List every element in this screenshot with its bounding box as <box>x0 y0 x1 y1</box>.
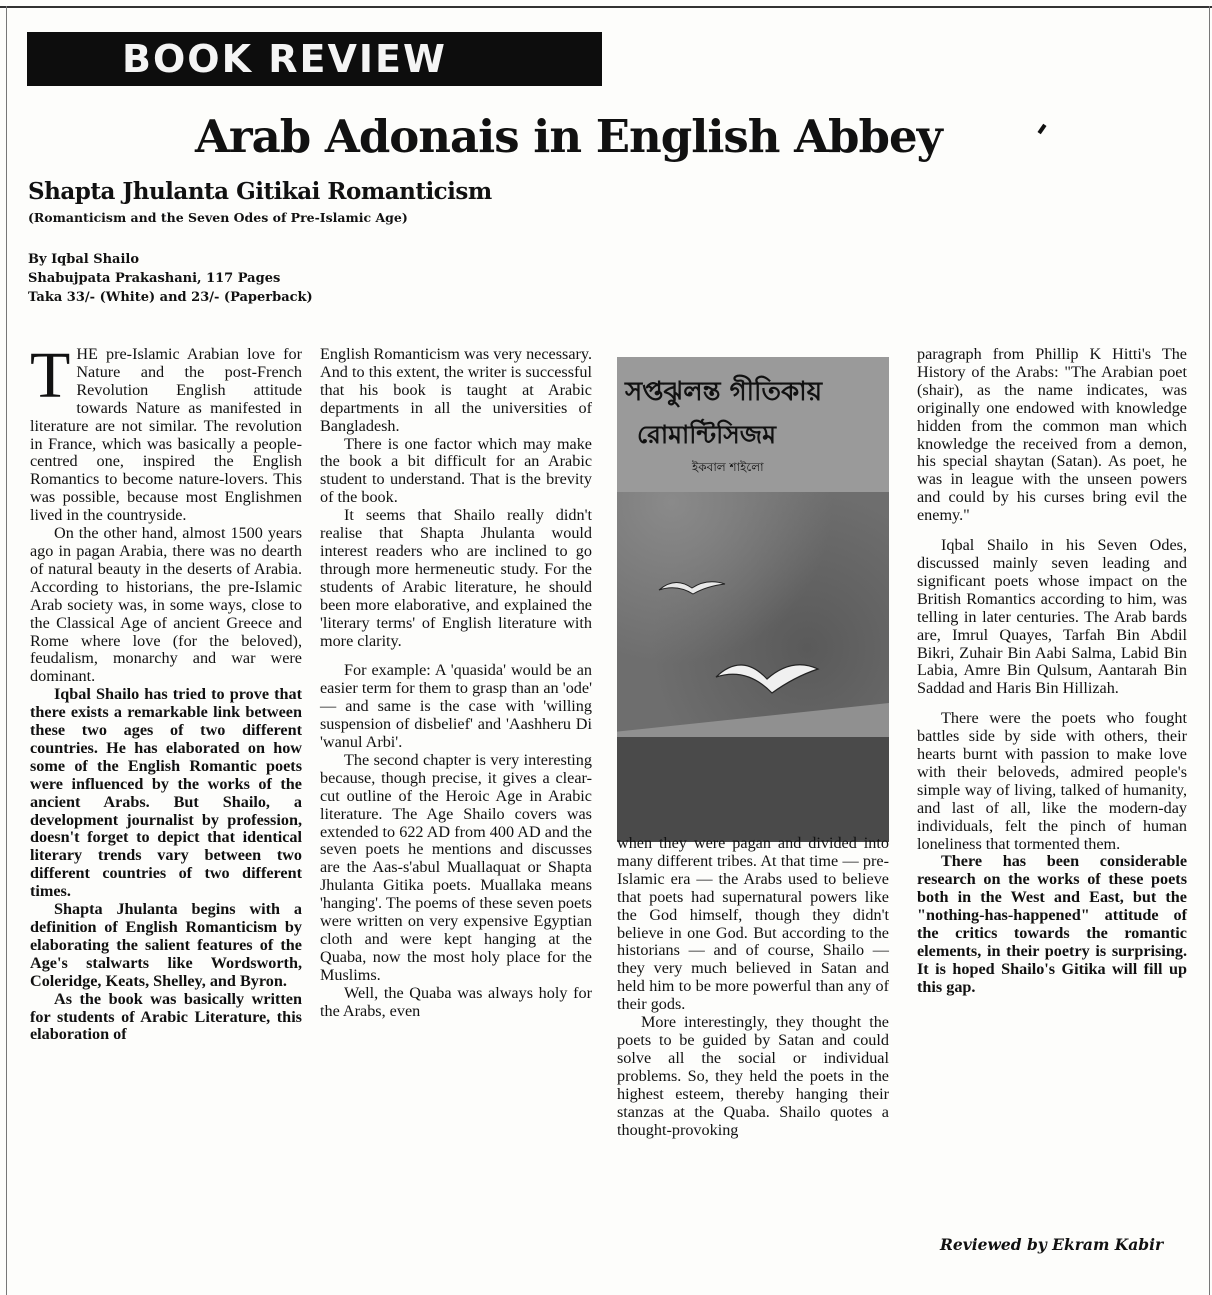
column-2 <box>320 346 592 1021</box>
paragraph: As the book was basically written for students of Arabic Literature, this elaboration of <box>30 989 302 1044</box>
book-publisher: Shabujpata Prakashani, 117 Pages <box>28 271 281 286</box>
paragraph: THE pre-Islamic Arabian love for Nature and the post-French Revolution English attitude towards Nature as manifested in literature are not similar. The revolution in France, which was basically a people-centred one, inspired the English Romantics to become nature-lovers. This was possible, because most Englishmen lived in the countryside. <box>30 339 302 525</box>
book-subtitle: (Romanticism and the Seven Odes of Pre-Islamic Age) <box>28 210 408 225</box>
cover-author: ইকবাল শাইলো <box>692 460 764 474</box>
cover-sea <box>617 737 889 842</box>
paragraph: Iqbal Shailo has tried to prove that there exists a remarkable link between these two ages of two different countries. He has elaborated on how some of the English Romantic poets were influenced by the works of the ancient Arabs. But Shailo, a development journalist by profession, doesn't forget to depict that identical literary trends vary between two different countries of two different times. <box>30 685 302 901</box>
book-cover-image <box>617 357 889 842</box>
paragraph: paragraph from Phillip K Hitti's The History of the Arabs: "The Arabian poet (shair), as the name indicates, was originally one endowed with knowledge hidden from the common man which knowledge the received from a demon, his special shaytan (Satan). As poet, he was in league with the unseen powers and could by his curses bring evil the enemy." <box>917 345 1187 525</box>
column-3 <box>617 835 889 1139</box>
book-title: Shapta Jhulanta Gitikai Romanticism <box>28 178 492 205</box>
paragraph: It seems that Shailo really didn't realise that Shapta Jhulanta would interest readers who are inclined to go through more hermeneutic study. For the students of Arabic literature, he should been more elaborative, and explained the 'literary terms' of English literature with more clarity. <box>320 506 592 650</box>
apostrophe-mark <box>1037 124 1046 134</box>
column-4 <box>917 346 1187 997</box>
left-rule <box>6 6 7 1295</box>
paragraph: More interestingly, they thought the poets to be guided by Satan and could solve all the social or individual problems. So, they held the poets in the highest esteem, thereby hanging their stanzas at the Quaba. Shailo quotes a thought-provoking <box>617 1013 889 1139</box>
book-price: Taka 33/- (White) and 23/- (Paperback) <box>28 290 313 305</box>
paragraph: There has been considerable research on the works of these poets both in the West and East, but the "nothing-has-happened" attitude of the critics towards the romantic elements, in their poetry is surprising. It is hoped Shailo's Gitika will fill up this gap. <box>917 852 1187 996</box>
book-author: By Iqbal Shailo <box>28 252 140 267</box>
paragraph: On the other hand, almost 1500 years ago in pagan Arabia, there was no dearth of natural beauty in the deserts of Arabia. According to historians, the pre-Islamic Arab society was, in some ways, close to the Classical Age of ancient Greece and Rome where love (for the beloved), feudalism, monarchy and war were dominant. <box>30 524 302 686</box>
paragraph: Well, the Quaba was always holy for the Arabs, even <box>320 983 592 1020</box>
paragraph: Iqbal Shailo in his Seven Odes, discussed mainly seven leading and significant poets whose impact on the British Romantics according to him, was telling in later centuries. The Arab bards are, Imrul Quayes, Tarfah Bin Abdil Bikri, Zuhair Bin Aabi Salma, Labid Bin Labia, Amre Bin Qulsum, Aantarah Bin Saddad and Haris Bin Hillizah. <box>917 536 1187 698</box>
paragraph: There were the poets who fought battles side by side with others, their hearts burnt with passion to make love with their beloveds, admired people's simple way of living, talked of humanity, and last of all, like the modern-day individuals, felt the pinch of human loneliness that tormented them. <box>917 709 1187 853</box>
headline: Arab Adonais in English Abbey <box>195 110 942 163</box>
seagull-icon <box>712 647 822 707</box>
reviewer-credit: Reviewed by Ekram Kabir <box>940 1235 1164 1254</box>
column-1 <box>30 339 302 1044</box>
cover-title-line1: সপ্তঝুলন্ত গীতিকায় <box>625 377 823 407</box>
paragraph: For example: A 'quasida' would be an easier term for them to grasp than an 'ode' — and same is the case with 'willing suspension of disbelief' and 'Aashheru Di 'wanul Arbi'. <box>320 661 592 752</box>
right-rule <box>1209 6 1210 1295</box>
section-banner: BOOK REVIEW <box>27 32 602 86</box>
paragraph: Shapta Jhulanta begins with a definition of English Romanticism by elaborating the salient features of the Age's stalwarts like Wordsworth, Coleridge, Keats, Shelley, and Byron. <box>30 900 302 990</box>
paragraph: There is one factor which may make the book a bit difficult for an Arabic student to understand. That is the brevity of the book. <box>320 434 592 507</box>
drop-cap: T <box>30 339 71 412</box>
book-meta <box>28 250 313 307</box>
cover-title-line2: রোমান্টিসিজম <box>637 420 777 449</box>
top-rule <box>0 6 1212 8</box>
paragraph: when they were pagan and divided into many different tribes. At that time — pre-Islamic era — the Arabs used to believe that poets had supernatural powers like the God himself, though they didn't believe in one God. But according to the historians — and of course, Shailo — they very much believed in Satan and held him to be more powerful than any of their gods. <box>617 834 889 1014</box>
seagull-icon <box>657 572 727 602</box>
paragraph: English Romanticism was very necessary. And to this extent, the writer is successful that his book is taught at Arabic departments in all the universities of Bangladesh. <box>320 345 592 435</box>
paragraph: The second chapter is very interesting because, though precise, it gives a clear-cut outline of the Heroic Age in Arabic literature. The Age Shailo covers was extended to 622 AD from 400 AD and the seven poets he mentions and discusses are the Aas-s'abul Muallaquat or Shapta Jhulanta Gitika poets. Muallaka means 'hanging'. The poems of these seven poets were written on very expensive Egyptian cloth and were kept hanging at the Quaba, now the most holy place for the Muslims. <box>320 750 592 984</box>
